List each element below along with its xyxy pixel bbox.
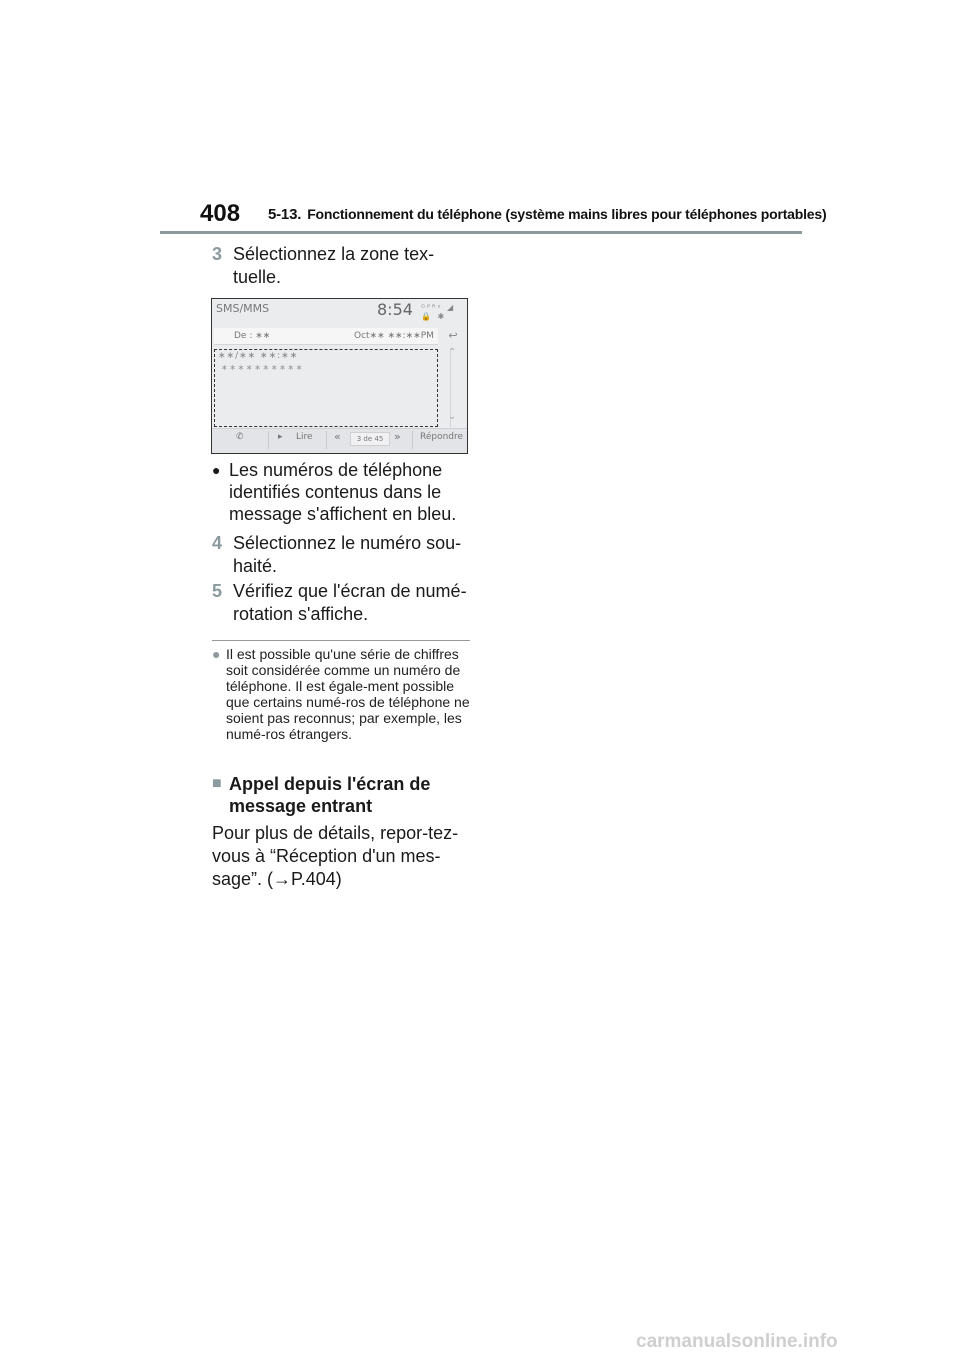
header-divider (160, 231, 802, 234)
reference-paragraph: Pour plus de détails, repor-tez-vous à “Réception d'un mes-sage”. (→P.404) (212, 823, 459, 889)
next-icon[interactable]: » (394, 430, 401, 443)
toolbar-divider (412, 431, 413, 449)
screen-clock: 8:54 (377, 300, 413, 319)
step-number: 5 (212, 581, 223, 601)
play-icon[interactable]: ▸ (278, 432, 283, 442)
step-text: Vérifiez que l'écran de numé-rotation s'affiche. (233, 581, 467, 624)
step-5 (212, 580, 473, 626)
message-body-line: ∗∗∗∗∗∗∗∗∗∗ (221, 363, 305, 372)
step-number: 3 (212, 244, 223, 264)
subheading (212, 773, 469, 817)
reply-button[interactable]: Répondre (420, 432, 464, 442)
call-icon[interactable]: ✆ (236, 432, 244, 442)
bullet-text: Les numéros de téléphone identifiés contenus dans le message s'affichent en bleu. (229, 460, 457, 524)
screen-title: SMS/MMS (216, 302, 270, 315)
note-bullet-icon: ● (212, 646, 221, 662)
note-divider (212, 640, 470, 641)
scroll-down-icon[interactable]: ⌄ (448, 411, 457, 422)
sms-screen-illustration (211, 298, 468, 454)
step-4 (212, 532, 473, 578)
step-3 (212, 243, 473, 289)
section-header (268, 206, 826, 223)
read-button[interactable]: Lire (296, 432, 313, 442)
note (212, 646, 472, 742)
toolbar-divider (326, 431, 327, 449)
section-title: Fonctionnement du téléphone (système mains libres pour téléphones portables) (307, 206, 827, 222)
step-number: 4 (212, 533, 223, 553)
message-time-line: ∗∗/∗∗ ∗∗:∗∗ (218, 351, 299, 361)
square-bullet-icon: ■ (212, 775, 222, 792)
page-number: 408 (200, 200, 241, 227)
sender-label: De : ∗∗ (234, 331, 271, 341)
watermark: carmanualsonline.info (636, 1331, 838, 1352)
message-counter: 3 de 45 (350, 432, 390, 446)
status-icons: ᴳᴾᴿˢ ◢ 🔒 ✱ (421, 303, 456, 321)
chapter-number: 5-13. (268, 206, 302, 223)
date-label: Oct∗∗ ∗∗:∗∗PM (354, 331, 434, 341)
note-text: Il est possible qu'une série de chiffres soit considérée comme un numéro de téléphone. Il est égale-ment possible que certains numé-ros de téléphone ne soient pas reconnus; par exemple, les numé-ros étrangers. (226, 646, 470, 742)
toolbar-divider (268, 431, 269, 449)
scroll-up-icon[interactable]: ⌃ (448, 347, 457, 358)
subheading-text: Appel depuis l'écran de message entrant (229, 774, 431, 816)
step-text: Sélectionnez le numéro sou-haité. (233, 533, 462, 576)
step-text: Sélectionnez la zone tex-tuelle. (233, 244, 435, 287)
info-bullet (212, 459, 479, 525)
bullet-icon: ● (212, 462, 221, 478)
back-icon[interactable]: ↩ (448, 329, 458, 342)
previous-icon[interactable]: « (334, 430, 341, 443)
